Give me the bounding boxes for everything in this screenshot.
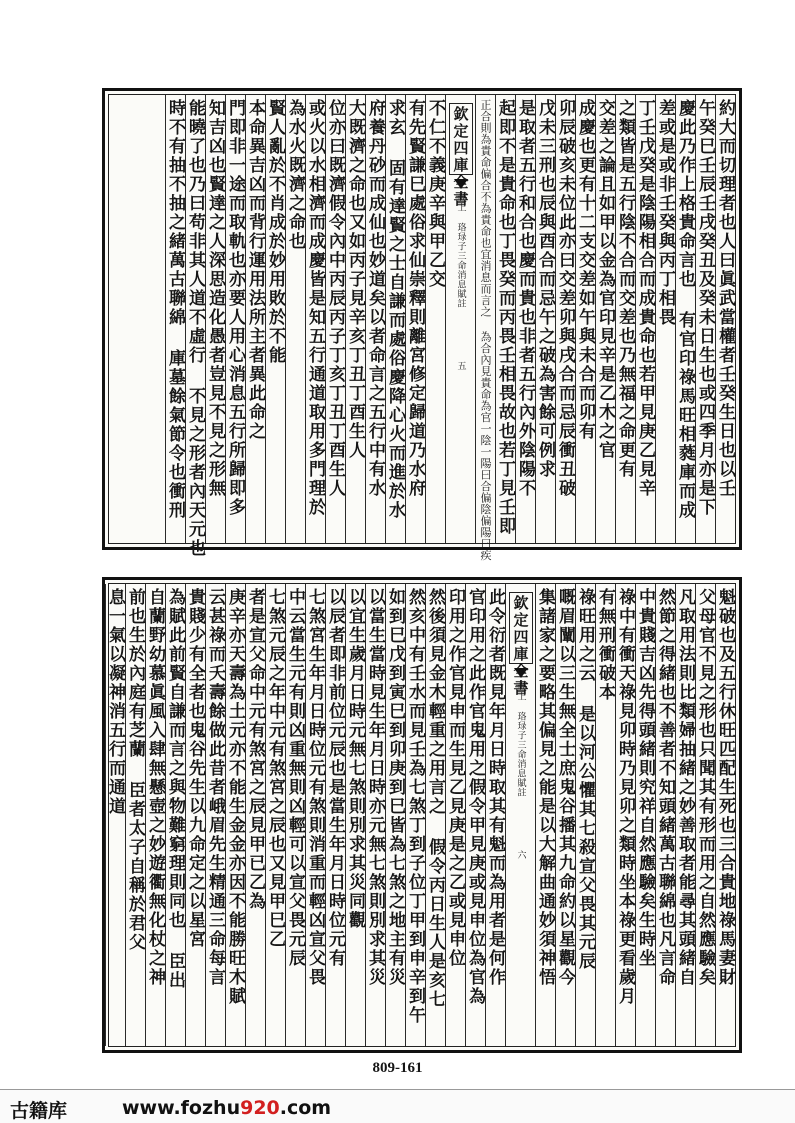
book-title: 欽定四庫全書	[449, 103, 473, 175]
text-column: 然亥中有壬水而見壬為七煞丁到子位丁甲到申辛到午	[405, 584, 425, 1046]
page-center-margin	[445, 95, 475, 543]
text-column: 集諸家之要略其偏見之能是以大解曲通妙須神悟	[535, 584, 555, 1046]
text-column: 正合則為貴命偏合不為貴命也宜消息而言之 為合內見貴命為官一陰一陽曰合偏陰偏陽曰疾	[475, 95, 495, 543]
text-column: 能曉了也乃曰苟非其人道不虛行 不見之形者內天元也	[185, 95, 205, 543]
page-center-margin	[505, 584, 535, 1046]
chapter-subtitle: 卷上 珞琭子三命消息賦註	[455, 193, 466, 308]
site-url-accent: 920	[240, 1097, 280, 1119]
text-column: 自蘭野幼慕眞風入肆無懸壺之妙遊衢無化杖之神	[145, 584, 165, 1046]
text-column: 然後須見金木輕重之用言之 假令丙日生人是亥七	[425, 584, 445, 1046]
text-column: 以當生當時見生年月日時亦元無七煞則別求其災	[365, 584, 385, 1046]
text-column: 本命異吉凶而背行運用法所主者異此命之	[245, 95, 265, 543]
text-column: 然節之得緒也不善者不知頭緒萬古聯綿也凡言命	[655, 584, 675, 1046]
text-column: 或火以水相濟而成慶皆是知五行通道取用多門理於	[305, 95, 325, 543]
text-column: 息一氣以凝神消五行而通道	[105, 584, 125, 1046]
text-column: 有先賢謙巳處俗求仙崇釋則離宮修定歸道乃水府	[405, 95, 425, 543]
text-column: 祿旺用之云 是以河公懼其七殺宣父畏其元辰	[575, 584, 595, 1046]
text-column: 者是宣父命中元有煞宮之辰見甲已乙為	[245, 584, 265, 1046]
fishtail-mark-icon	[514, 668, 528, 678]
text-column: 如到巳戊到寅巳到卯庚到巳皆為七煞之地主有災	[385, 584, 405, 1046]
text-column: 官印用之此作官鬼用之假令甲見庚或見申位為官為	[465, 584, 485, 1046]
text-column: 以辰者即非前位元辰也是當生年月日時位元有	[325, 584, 345, 1046]
bottom-page-text-area	[105, 583, 736, 1047]
page-number: 809-161	[372, 1060, 423, 1076]
text-column: 午癸巳壬辰壬戌癸丑及癸未日生也或四季月亦是下	[695, 95, 715, 543]
text-column: 求玄 固有達賢之士自謙而處俗慶降心火而進於水	[385, 95, 405, 543]
text-column: 貴賤少有全者也鬼谷先生以九命定之以星宮	[185, 584, 205, 1046]
text-column: 差或是或非壬癸與丙丁相畏	[655, 95, 675, 543]
text-column: 印用之作官見申而生見乙見庚是之乙或見申位	[445, 584, 465, 1046]
text-column: 大既濟之命也又如丙子見辛亥丁丑丁酉生人	[345, 95, 365, 543]
site-url-suffix: .com	[279, 1097, 332, 1119]
text-column: 是取者五行和合也慶而貴也非者五行內外陰陽不	[515, 95, 535, 543]
site-url-prefix: www.fozhu	[122, 1097, 241, 1119]
text-column: 中貴賤吉凶先得頭緒則究祥自然應驗矣生時坐	[635, 584, 655, 1046]
text-column: 凡取用法則比類婦抽緒之妙善取者能尋其頭緒自	[675, 584, 695, 1046]
book-title: 欽定四庫全書	[509, 592, 533, 664]
text-column: 此令衍者既見年月日時取其有魁而為用者是何作	[485, 584, 505, 1046]
chapter-subtitle: 卷上 珞琭子三命消息賦註	[515, 682, 526, 797]
text-column: 慶此乃作上格貴命言也 有官印祿馬旺相蕤庫而成	[675, 95, 695, 543]
leaf-number: 六	[515, 850, 526, 860]
text-column: 祿中有衝天祿見卯時乃見卯之類時坐本祿更看歲月	[615, 584, 635, 1046]
text-column: 庚辛亦天壽為土元亦不能生金金亦因不能勝旺木賦	[225, 584, 245, 1046]
text-column: 卯辰破亥未位此亦曰交差卯與戌合而忌辰衝丑破	[555, 95, 575, 543]
text-column: 起即不是貴命也丁畏癸而丙畏壬相畏故也若丁見壬即	[495, 95, 515, 543]
text-column: 魁破也及五行休旺匹配生死也三合貴地祿馬妻財	[715, 584, 735, 1046]
site-url[interactable]	[122, 1097, 331, 1119]
text-column: 位亦曰既濟假令內中丙辰丙子丁亥丁丑丁酉生人	[325, 95, 345, 543]
text-column: 成慶也更有十二支交差如午與未合而卯有	[575, 95, 595, 543]
text-column: 知吉凶也賢達之人深思造化愚者豈見不見之形無	[205, 95, 225, 543]
text-column: 七煞元辰之年中元有煞宮之辰也又見甲巳乙	[265, 584, 285, 1046]
watermark-bar	[0, 1089, 795, 1123]
text-column: 之類皆是五行陰不合而交差也乃無福之命更有	[615, 95, 635, 543]
text-column: 以宜生歲月日時元無七煞則別求其災同觀	[345, 584, 365, 1046]
top-page-text-area	[108, 94, 736, 561]
text-column: 交差之論且如甲以金為官印見辛是乙木之官	[595, 95, 615, 543]
text-column: 時不有抽不抽之緒萬古聯綿 庫墓餘氣節令也衝刑	[165, 95, 185, 543]
text-column: 父母官不見之形也只聞其有形而用之自然應驗矣	[695, 584, 715, 1046]
fishtail-mark-icon	[454, 179, 468, 189]
bottom-page-panel	[102, 577, 742, 1053]
text-column: 有無刑衝破本	[595, 584, 615, 1046]
text-column: 七煞宮生年月日時位元有煞則消重而輕凶宣父畏	[305, 584, 325, 1046]
text-column: 嘅眉闡以三生無全士庶鬼谷播其九命約以星觀今	[555, 584, 575, 1046]
leaf-number: 五	[455, 361, 466, 371]
text-column: 前也生於內庭有芝蘭 臣者太子自稱於君父	[125, 584, 145, 1046]
text-column: 賢人亂於不肖成於妙用敗於不能	[265, 95, 285, 543]
text-column: 丁壬戊癸是陰陽相合而成貴命也若甲見庚乙見辛	[635, 95, 655, 543]
text-column: 中云當生元有則凶重無則凶輕可以宣父畏元辰	[285, 584, 305, 1046]
text-column: 約大而切理者也人曰眞武當權者壬癸生日也以壬	[715, 95, 735, 543]
text-column: 云甚祿而夭壽餘做此昔者峨眉先生精通三命每言	[205, 584, 225, 1046]
text-column: 為水火既濟之命也	[285, 95, 305, 543]
top-page-panel	[102, 88, 742, 561]
text-column: 門即非一途而取軌也亦要人用心消息五行所歸即多	[225, 95, 245, 543]
text-column: 戊未三刑也辰與酉合而忌午之破為害餘可例求	[535, 95, 555, 543]
site-logo-text: 古籍库	[10, 1100, 68, 1122]
text-column: 為賦此前賢自謙而言之與物難窮理則同也 臣出	[165, 584, 185, 1046]
text-column: 不仁不義庚辛與甲乙交	[425, 95, 445, 543]
text-column: 府養丹砂而成仙也妙道矣以者命言之五行中有水	[365, 95, 385, 543]
